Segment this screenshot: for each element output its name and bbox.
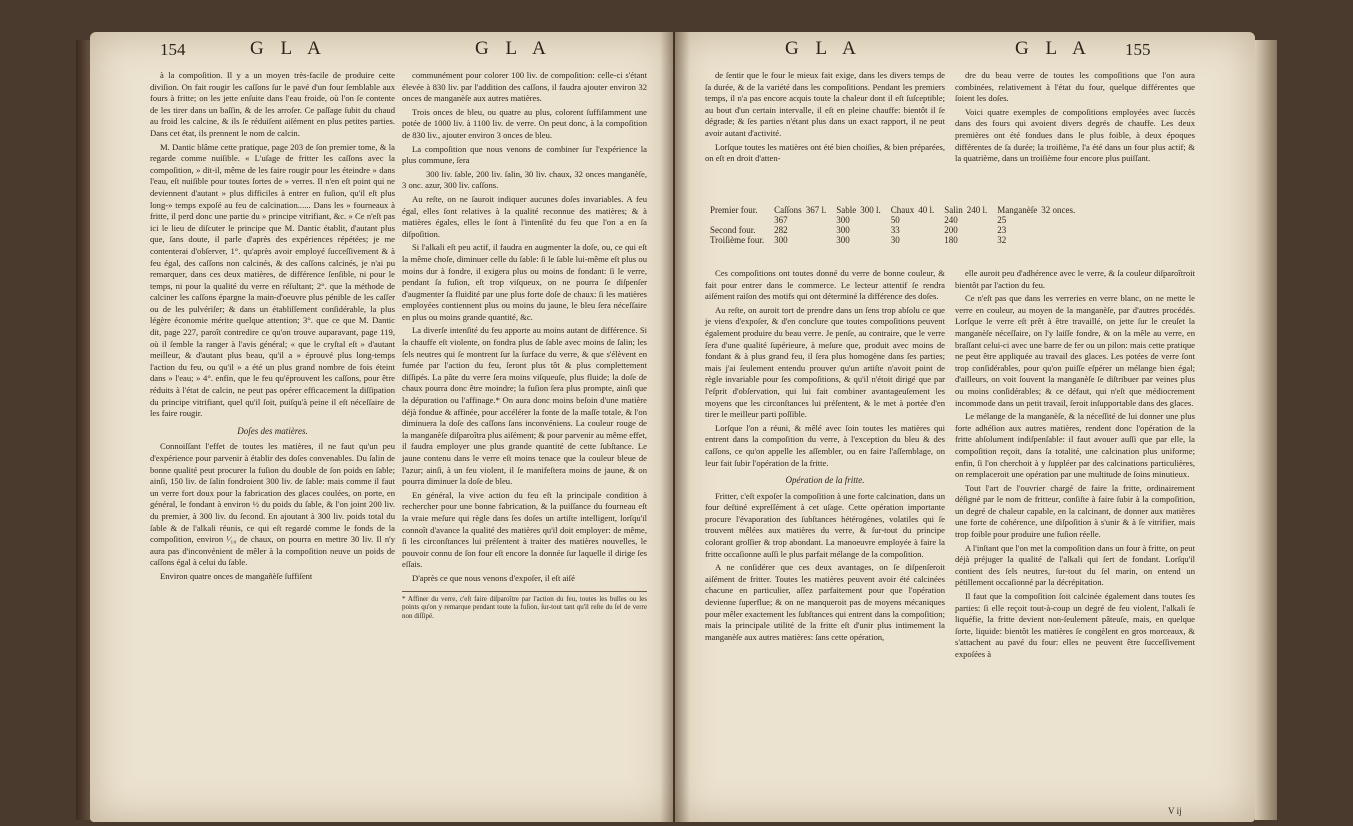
paragraph: Au reſte, on auroit tort de prendre dans un ſens trop abſolu ce que je viens d'expoſer, & d'en conclure que toutes compoſitions peuvent également produire du beau verre. Je penſe, au contraire, que le verre ſera d'une qualité ſupérieure, à meſure que, produit avec moins de fondant & à plus grand feu, il ſera plus homogène dans ſes parties; mais j'ai ſeulement entendu prouver qu'un artiſte n'avoit point de règle invariable pour ſes compoſitions, & qu'il n'étoit dirigé que par l'eſprit d'obſervation, qui lui fait combiner avantageuſement les moyens que les circonſtances lui préſentent, & le met à portée d'en tirer le meilleur parti poſſible. xyxy=(705,304,945,420)
table-cell: 367 xyxy=(774,215,788,225)
paragraph: elle auroit peu d'adhérence avec le verre, & ſa couleur diſparoîtroit bientôt par l'action du feu. xyxy=(955,268,1195,290)
table-row xyxy=(705,235,1080,245)
paragraph: communément pour colorer 100 liv. de compoſition: celle-ci s'étant élevée à 830 liv. par l'addition des caſſons, il faudra ajouter environ 32 onces de manganèſe aux autres matières. xyxy=(402,70,647,104)
paragraph: M. Dantic blâme cette pratique, page 203 de ſon premier tome, & la regarde comme nuiſible. « L'uſage de fritter les caſſons avec la compoſition, » dit-il, même de les faire rougir pour les éteindre » dans l'eau, eſt nuiſible pour toutes ſortes de » verres. Il n'en eſt point qui ne deviennent d'autant » plus difficiles à entrer en fuſion, qu'il eſt plus long-» temps expoſé au feu de calcination...... Dans les » fourneaux à fritte, il perd donc une partie du » principe vitrifiant, &c. » Ce n'eſt pas ici le lieu de diſcuter le principe que M. Dantic établit, d'autant plus que, ſans doute, il parle d'après des expériences répétées; je me contenterai d'obſerver, 1°. qu'après avoir employé ſucceſſivement & à feu égal, des caſſons non calcinés, & des caſſons calcinés, je n'ai pu remarquer, dans ces deux matières, de différence ſenſible, ni pour le temps, ni pour la qualité du verre en réſultant; 2°. que la méthode de calciner les caſſons épargne la main-d'oeuvre plus pénible de les caſſer ou de les pulvériſer; & dans un établiſſement conſidérable, la plus légère économie mérite quelque attention; 3°. que ce que M. Dantic dit, page 227, paroît contredire ce qu'on trouve auparavant, page 119, où il ſemble la ranger à l'avis général; « que le cryſtal eſt » d'autant meilleur, & d'autant plus beau, qu'il a » éprouvé plus long-temps l'action du feu, ou qu'il » a été un plus grand nombre de fois éteint dans » l'eau; » 4°. enfin, que le feu qu'éprouvent les caſſons, pour être réduits à l'état de calcin, ne peut pas opérer efficacement la diſſipation du principe vitrifiant, quel qu'il ſoit, puiſqu'à peine il eſt néceſſaire de les faire rougir. xyxy=(150,141,395,419)
paragraph: Le mélange de la manganèſe, & la néceſſité de lui donner une plus forte adhéſion aux autres matières, rendent donc l'opération de la fritte abſolument indiſpenſable: il faut avouer auſſi que par elle, la compoſition reçoit, dans ſa totalité, une calcination plus uniforme; enfin, ſi l'on cherchoit à y ſuppléer par des calcinations particulières, on remplaceroit une opération par une multitude de ſoins minutieux. xyxy=(955,411,1195,480)
table-row xyxy=(705,205,1080,215)
table-cell: 23 xyxy=(997,225,1007,235)
table-cell: Second four. xyxy=(710,225,756,235)
recipe-line: 300 liv. ſable, 200 liv. ſalin, 30 liv. chaux, 32 onces manganèſe, 3 onc. azur, 300 liv. caſſons. xyxy=(402,168,647,191)
table-cell: 32 xyxy=(997,235,1007,245)
paragraph: Trois onces de bleu, ou quatre au plus, colorent ſuffiſamment une potée de 1000 liv. à 1100 liv. de verre. On peut donc, à la compoſition de 830 liv., ajouter environ 3 onces de bleu. xyxy=(402,106,647,140)
table-cell: 300 xyxy=(836,225,850,235)
paragraph: Environ quatre onces de mangañèſe ſuffiſent xyxy=(160,570,313,581)
book-gutter xyxy=(660,32,690,822)
paragraph: En général, la vive action du feu eſt la principale condition à rechercher pour une bonne fabrication, & la puiſſance du fourneau eſt la vraie meſure qui règle dans ſes doſes un artiſte intelligent, lorſqu'il connoît d'avance la qualité des matières qu'il doit employer: de même, ſi les circonſtances lui préſentent à traiter des matières nouvelles, le pouvoir connu de ſon four eſt encore la donnée ſur laquelle il dirige ſes eſſais. xyxy=(402,489,647,570)
page-number-right: 155 xyxy=(1125,40,1151,59)
paragraph: La diverſe intenſité du feu apporte au moins autant de différence. Si la chauffe eſt violente, on fondra plus de ſable avec moins de ſalin; les ſels neutres qui ſe montrent ſur la ſurface du verre, & que s'élèvent en fumée par l'action du feu, ſeront plus tôt & plus complettement diſſipés. La pâte du verre ſera moins viſqueuſe, plus fluide; la doſe de chaux pourra donc être moindre; la fuſion ſera plus prompte, ainſi que la dépuration ou l'affinage.* On aura donc moins beſoin d'une matière déjà fondue & affinée, pour accélérer la fonte de la maſſe totale, & l'on diminuera la doſe des caſſons ſans inconvéniens. La couleur rouge de la manganèſe diſparoîtra plus aiſément; & pour parvenir au même effet, il faudra employer une plus grande quantité de cette ſubſtance. Le jaune contenu dans le verre eſt moins tenace que la couleur bleue de l'azur; ainſi, à un feu violent, il ſe manifeſtera moins de jaune, & on pourra diminuer la doſe de bleu. xyxy=(402,325,647,487)
paragraph: Si l'alkali eſt peu actif, il faudra en augmenter la doſe, ou, ce qui eſt la même choſe, diminuer celle du ſable: ſi le ſable lui-même eſt plus ou moins dur à fondre, il exigera plus ou moins de fondant: ſi le verre, pendant ſa fuſion, eſt trop viſqueux, on ne pourra ſe diſpenſer d'augmenter ſa fluidité par une plus forte doſe de chaux: ſi les matières employées contiennent plus ou moins du jaune, le bleu ſera néceſſaire en plus ou moins grande quantité, &c. xyxy=(402,242,647,322)
running-head: G L A xyxy=(785,38,862,59)
left-column-1 xyxy=(150,70,395,585)
table-cell xyxy=(886,205,940,215)
table-cell xyxy=(831,205,886,215)
page-number-left: 154 xyxy=(160,40,186,59)
paragraph: de ſentir que le four le mieux fait exige, dans les divers temps de ſa durée, & de la variété dans les compoſitions. Pendant les premiers temps, il n'a pas encore acquis toute la chaleur dont il eſt ſuſceptible; au bout d'un certain intervalle, il eſt en pleine chauffe: bientôt il ſe dégrade; & ſes parties n'étant plus dans un exact rapport, il ne peut avoir autant d'activité. xyxy=(705,70,945,138)
right-column-2-top xyxy=(955,70,1195,167)
paragraph: Connoiſſant l'effet de toutes les matières, il ne faut qu'un peu d'expérience pour parvenir à établir des doſes convenables. Du ſalin de bonne qualité peut procurer la fuſion du double de ſon poids en ſable; ainſi, 150 liv. de ſalin fondroient 300 liv. de ſable: mais comme il faut un verre fort doux pour la fabrication des glaces coulées, on porte, en général, le fondant à environ ½ du poids du ſable, & l'on joint 200 liv. du premier, à 300 liv. du ſecond. En ajoutant à 300 liv. poids total du ſable & de l'alkali réunis, ce qui eſt regardé comme le fonds de la compoſition, environ ¹⁄₁₀ de chaux, on pourra en mettre 30 liv. Il n'y aura pas d'inconvénient de mêler à la compoſition neuve un poids de caſſons égal à celui du ſable. xyxy=(150,441,395,568)
table-cell: 50 xyxy=(890,215,900,225)
paragraph: A l'inſtant que l'on met la compoſition dans un four à fritte, on peut déjà préjuger la qualité de l'alkali qui ſert de fondant. Lorſqu'il contient des ſels neutres, ſur-tout du ſel marin, on entend un pétillement occaſionné par la décrépitation. xyxy=(955,542,1195,588)
section-heading: Doſes des matières. xyxy=(237,425,308,436)
section-heading: Opération de la fritte. xyxy=(785,475,865,486)
table-row xyxy=(705,215,1080,225)
table-cell: Troiſième four. xyxy=(710,235,765,245)
table-value: 367 l. xyxy=(805,205,827,215)
paragraph: Au reſte, on ne ſauroit indiquer aucunes doſes invariables. A feu égal, elles ſont relatives à la qualité reconnue des matières; & à matières égales, elles le ſont à l'intenſité du feu que l'on a en ſa diſpoſition. xyxy=(402,193,647,239)
paragraph: A ne conſidérer que ces deux avantages, on ſe diſpenſeroit aiſément de fritter. Toutes les matières peuvent avoir été calcinées chacune en particulier, aſſez parfaitement pour que l'opération devienne ſuperflue; & on ne manqueroit pas de moyens mécaniques pour mêler exactement les ſubſtances qui entrent dans la compoſition; mais la principale utilité de la fritte eſt d'unir plus intimement la manganèſe aux autres matières: ſans cette opération, xyxy=(705,562,945,642)
paragraph: Fritter, c'eſt expoſer la compoſition à une forte calcination, dans un four deſtiné expreſſément à cet uſage. Cette opération importante procure l'évaporation des ſubſtances hétérogènes, volatiles qui ſe trouvent mêlées aux matières du verre, & ſur-tout du principe colorant groſſier & trop abondant. La manoeuvre employée à faire la fritte occaſionne auſſi le plus parfait mélange de la compoſition. xyxy=(705,490,945,559)
paragraph: Il faut que la compoſition ſoit calcinée également dans toutes ſes parties: ſi elle reçoit tout-à-coup un degré de feu violent, l'alkali ſe liquéfie, la fritte devient non-ſeulement pâteuſe, mais, en quelque ſorte, liquide: bientôt les matières ſe congèlent en gros morceaux, & s'attachent au pavé du four: elles ne peuvent être ſucceſſivement expoſées à xyxy=(955,591,1195,659)
table-cell: 300 xyxy=(836,235,850,245)
table-cell: 200 xyxy=(944,225,958,235)
table-row xyxy=(705,225,1080,235)
table-cell: Premier four. xyxy=(710,205,758,215)
table-value: 300 l. xyxy=(860,205,881,215)
running-head: G L A xyxy=(250,38,327,59)
paragraph: La compoſition que nous venons de combiner ſur l'expérience la plus commune, ſera xyxy=(402,143,647,166)
table-value: 40 l. xyxy=(918,205,935,215)
table-value: 32 onces. xyxy=(1041,205,1076,215)
paragraph: dre du beau verre de toutes les compoſitions que l'on aura combinées, relativement à l'état du four, quelque différentes que ſoient les doſes. xyxy=(955,70,1195,104)
right-column-1-top xyxy=(705,70,945,167)
table-cell: 240 xyxy=(944,215,958,225)
running-head: G L A xyxy=(475,38,552,59)
running-head: G L A xyxy=(1015,38,1092,59)
paragraph: à la compoſition. Il y a un moyen très-facile de produire cette diviſion. On fait rougir les caſſons ſur le pavé d'un four ſemblable aux fours à fritte; on les jette enſuite dans l'eau froide, où l'on ſe contente de les tirer dans un baſſin, & de les arroſer. Ce paſſage ſubit du chaud au froid les calcine, & ils ſe réduiſent aiſément en plus petites parties. Dans cet état, ils prennent le nom de calcin. xyxy=(150,70,395,138)
table-cell: 300 xyxy=(836,215,850,225)
table-cell: 30 xyxy=(890,235,900,245)
table-cell xyxy=(769,205,831,215)
table-cell: 282 xyxy=(774,225,788,235)
table-column-label: Caſſons xyxy=(774,205,802,215)
paragraph: Ce n'eſt pas que dans les verreries en verre blanc, on ne mette le verre en couleur, au moyen de la manganèſe, par d'autres procédés. Lorſque le verre eſt prêt à être travaillé, on jette ſur le creuſet la manganèſe néceſſaire, on l'y laiſſe fondre, & on la mêle au verre, en braſſant celui-ci avec une barre de fer ou un pilon: mais cette pratique ne peut être appliquée au travail des glaces. Les potées de verre ſont trop conſidérables, pour qu'on puiſſe eſpérer un mélange bien égal; d'ailleurs, on voit ſouvent la manganèſe ſe diſtribuer par veines plus ou moins conſidérables; & ce défaut, qui n'eſt que médiocrement incommode dans un petit travail, ſeroit inſupportable dans des glaces. xyxy=(955,293,1195,408)
paragraph: Lorſque toutes les matières ont été bien choiſies, & bien préparées, on eſt en droit d'atten- xyxy=(705,141,945,164)
table-cell xyxy=(705,215,769,225)
left-column-2 xyxy=(402,70,647,620)
composition-table xyxy=(705,205,1080,245)
paragraph: Voici quatre exemples de compoſitions employées avec ſuccès dans des fours qui avoient divers degrés de chauffe. Les deux premières ont été fondues dans le plus foible, à deux époques différentes de ſa durée; la troiſième, l'a été dans un four plus actif; & la quatrième, dans un troiſième four encore plus puiſſant. xyxy=(955,106,1195,164)
table-value: 240 l. xyxy=(966,205,988,215)
table-column-label: Salin xyxy=(944,205,963,215)
table-cell: 180 xyxy=(944,235,958,245)
right-column-2-bottom xyxy=(955,268,1195,663)
table-cell xyxy=(939,205,992,215)
table-column-label: Manganèſe xyxy=(997,205,1038,215)
paragraph: Tout l'art de l'ouvrier chargé de faire la fritte, ordinairement déſigné par le nom de fritteur, conſiſte à faire ſubir à la compoſition, un degré de chaleur capable, en la calcinant, de donner aux matières une forte de cohérence, une diſpoſition à s'unir & à ſe vitrifier, mais trop foible pour produire une fuſion réelle. xyxy=(955,482,1195,540)
table-cell: 25 xyxy=(997,215,1007,225)
table-column-label: Chaux xyxy=(890,205,915,215)
table-column-label: Sable xyxy=(836,205,857,215)
paragraph: Lorſque l'on a réuni, & mêlé avec ſoin toutes les matières qui entrent dans la compoſition du verre, à l'exception du bleu & des caſſons, ce qu'on appelle les aſſembler, ou en faire l'aſſemblage, on leur fait ſubir l'opération de la fritte. xyxy=(705,422,945,468)
right-column-1-bottom xyxy=(705,268,945,645)
table-cell xyxy=(992,205,1080,215)
table-cell: 33 xyxy=(890,225,900,235)
page-edge-right xyxy=(1255,40,1277,820)
paragraph: Ces compoſitions ont toutes donné du verre de bonne couleur, & fait pour entrer dans le commerce. Le lecteur attentif ſe rendra aiſément raiſon des motifs qui ont déterminé la différence des doſes. xyxy=(705,268,945,302)
table-cell: 300 xyxy=(774,235,788,245)
signature-mark: V ij xyxy=(1168,806,1182,816)
paragraph: D'après ce que nous venons d'expoſer, il eſt aiſé xyxy=(412,572,575,583)
footnote: * Affiner du verre, c'eſt faire diſparoître par l'action du feu, toutes les bulles ou les points qu'on y remarque pendant toute la fuſion, ſur-tout tant qu'il reſte du ſel de verre non diſſipé. xyxy=(402,591,647,621)
